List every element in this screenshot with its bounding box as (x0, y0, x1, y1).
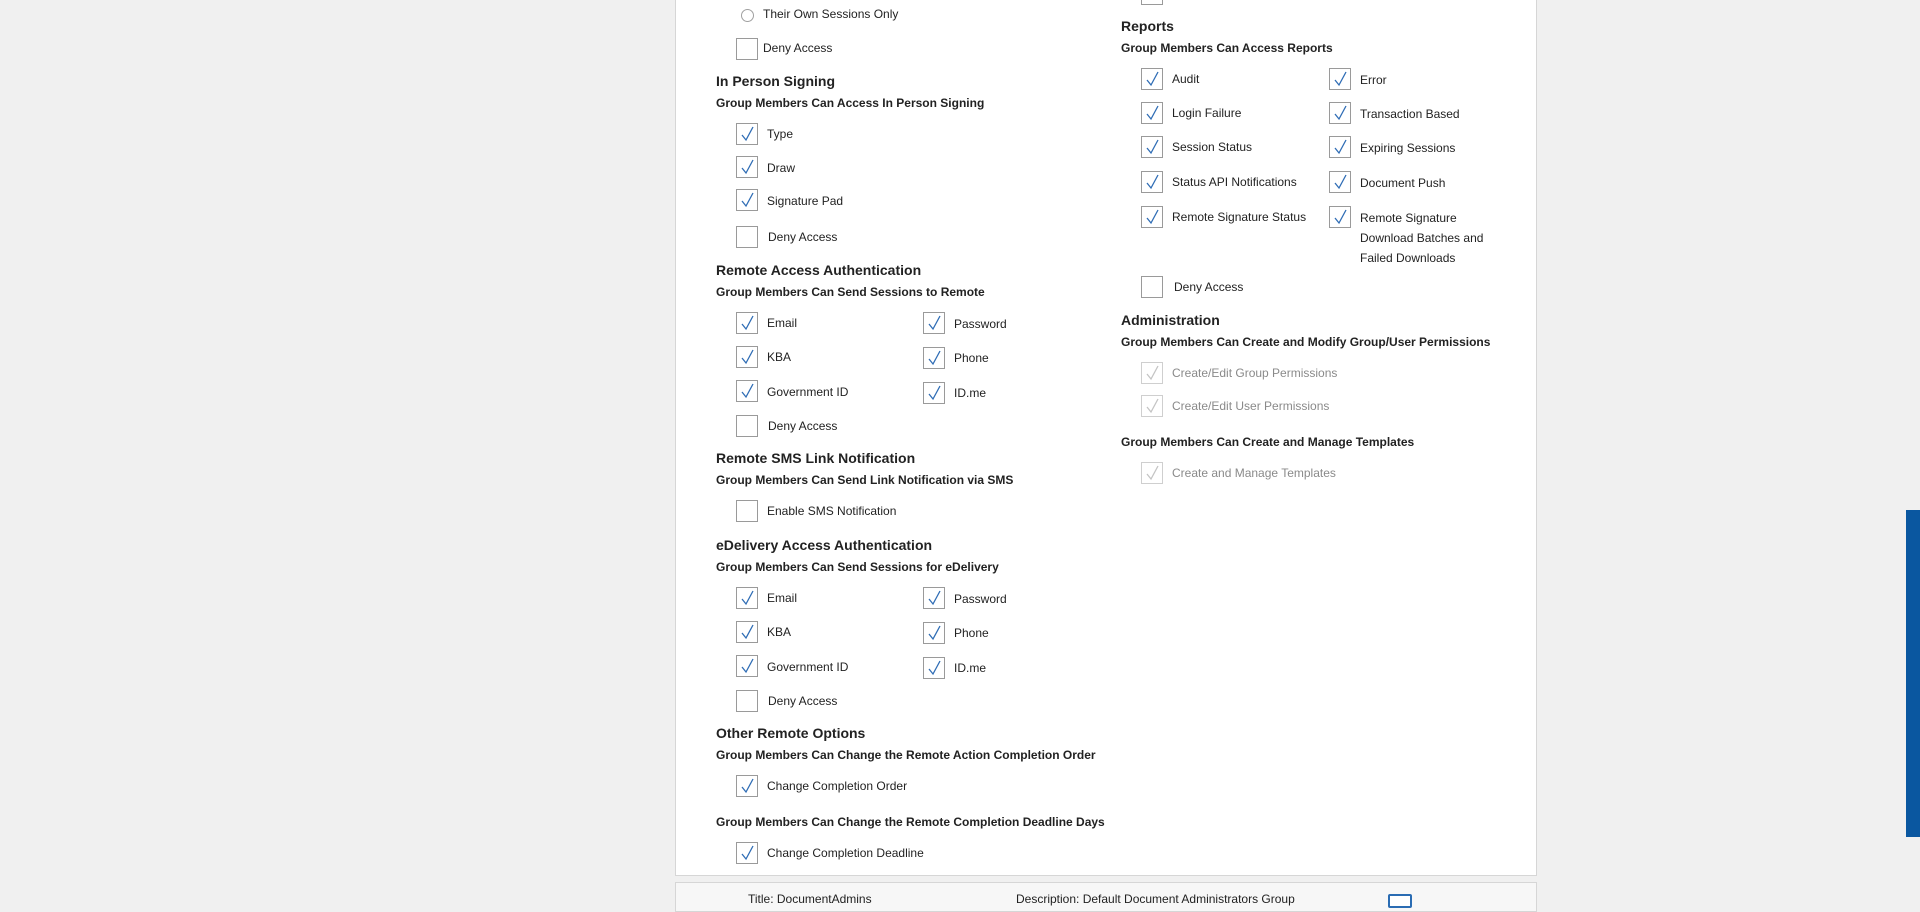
error-label: Error (1360, 73, 1387, 87)
check-icon (927, 625, 942, 642)
remote-auth-sub: Group Members Can Send Sessions to Remote (716, 285, 985, 299)
remote-batches-label-2: Download Batches and (1360, 231, 1484, 245)
templates-sub: Group Members Can Create and Manage Templates (1121, 435, 1415, 449)
check-icon (740, 159, 755, 176)
remote-phone-label: Phone (954, 351, 989, 365)
check-icon (1145, 398, 1160, 415)
checkbox-status-api[interactable] (1141, 171, 1163, 193)
check-icon (927, 385, 942, 402)
check-icon (1333, 209, 1348, 226)
check-icon (1145, 139, 1160, 156)
checkbox-remote-govid[interactable] (736, 380, 758, 402)
signature-pad-label: Signature Pad (767, 194, 844, 208)
reports-sub: Group Members Can Access Reports (1121, 41, 1333, 55)
checkbox-signature-pad[interactable] (736, 189, 758, 211)
remote-sig-status-label: Remote Signature Status (1172, 210, 1307, 224)
check-icon (1145, 71, 1160, 88)
checkbox-edelivery-idme[interactable] (923, 657, 945, 679)
check-icon (927, 590, 942, 607)
sms-heading: Remote SMS Link Notification (716, 450, 916, 466)
scrollbar-thumb[interactable] (1906, 510, 1920, 837)
check-icon (927, 315, 942, 332)
message-icon[interactable] (1388, 894, 1412, 908)
checkbox-edelivery-govid[interactable] (736, 655, 758, 677)
deny-access-top-label: Deny Access (763, 41, 833, 55)
checkbox-group-permissions (1141, 362, 1163, 384)
completion-deadline-label: Change Completion Deadline (767, 846, 924, 860)
user-permissions-label: Create/Edit User Permissions (1172, 399, 1330, 413)
remote-idme-label: ID.me (954, 386, 987, 400)
checkbox-edelivery-kba[interactable] (736, 621, 758, 643)
admin-sub: Group Members Can Create and Modify Group/User Permissions (1121, 335, 1491, 349)
checkbox-reports-deny[interactable] (1141, 276, 1163, 298)
other-remote-sub1: Group Members Can Change the Remote Action Completion Order (716, 748, 1096, 762)
checkbox-login-failure[interactable] (1141, 102, 1163, 124)
edelivery-sub: Group Members Can Send Sessions for eDelivery (716, 560, 999, 574)
checkbox-edelivery-phone[interactable] (923, 622, 945, 644)
checkbox-remote-email[interactable] (736, 312, 758, 334)
check-icon (1333, 139, 1348, 156)
expiring-sessions-label: Expiring Sessions (1360, 141, 1456, 155)
draw-label: Draw (767, 161, 796, 175)
checkbox-remote-sig-status[interactable] (1141, 206, 1163, 228)
check-icon (740, 349, 755, 366)
transaction-based-label: Transaction Based (1360, 107, 1460, 121)
check-icon (740, 590, 755, 607)
status-api-label: Status API Notifications (1172, 175, 1297, 189)
checkbox-edelivery-password[interactable] (923, 587, 945, 609)
footer-description: Description: Default Document Administrators Group (1016, 892, 1295, 906)
login-failure-label: Login Failure (1172, 106, 1242, 120)
admin-heading: Administration (1121, 312, 1220, 328)
check-icon (927, 660, 942, 677)
radio-own-sessions-label: Their Own Sessions Only (763, 7, 899, 21)
checkbox-user-permissions (1141, 395, 1163, 417)
other-remote-sub2: Group Members Can Change the Remote Completion Deadline Days (716, 815, 1105, 829)
remote-deny-label: Deny Access (768, 419, 838, 433)
checkbox-session-status[interactable] (1141, 136, 1163, 158)
enable-sms-label: Enable SMS Notification (767, 504, 897, 518)
in-person-deny-label: Deny Access (768, 230, 838, 244)
in-person-heading: In Person Signing (716, 73, 836, 89)
edelivery-heading: eDelivery Access Authentication (716, 537, 933, 553)
check-icon (740, 192, 755, 209)
reports-heading: Reports (1121, 18, 1174, 34)
edelivery-phone-label: Phone (954, 626, 989, 640)
group-permissions-label: Create/Edit Group Permissions (1172, 366, 1338, 380)
remote-batches-label-3: Failed Downloads (1360, 251, 1456, 265)
check-icon (740, 315, 755, 332)
check-icon (740, 658, 755, 675)
check-icon (740, 126, 755, 143)
checkbox-draw[interactable] (736, 156, 758, 178)
remote-batches-label-1: Remote Signature (1360, 211, 1457, 225)
checkbox-remote-phone[interactable] (923, 347, 945, 369)
checkbox-remote-password[interactable] (923, 312, 945, 334)
session-status-label: Session Status (1172, 140, 1253, 154)
remote-auth-heading: Remote Access Authentication (716, 262, 922, 278)
check-icon (927, 350, 942, 367)
check-icon (1145, 209, 1160, 226)
checkbox-document-push[interactable] (1329, 171, 1351, 193)
remote-email-label: Email (767, 316, 798, 330)
checkbox-remote-kba[interactable] (736, 346, 758, 368)
check-icon (740, 778, 755, 795)
check-icon (1333, 71, 1348, 88)
checkbox-enable-sms[interactable] (736, 500, 758, 522)
check-icon (740, 383, 755, 400)
checkbox-remote-idme[interactable] (923, 382, 945, 404)
checkbox-deny-access-top[interactable] (736, 38, 758, 60)
check-icon (1333, 105, 1348, 122)
reports-deny-label: Deny Access (1174, 280, 1244, 294)
checkbox-remote-deny[interactable] (736, 415, 758, 437)
manage-templates-label: Create and Manage Templates (1172, 466, 1336, 480)
check-icon (1145, 174, 1160, 191)
completion-order-label: Change Completion Order (767, 779, 908, 793)
remote-password-label: Password (954, 317, 1007, 331)
checkbox-type[interactable] (736, 123, 758, 145)
checkbox-partial-top-right[interactable] (1141, 0, 1163, 5)
type-label: Type (767, 127, 794, 141)
edelivery-email-label: Email (767, 591, 798, 605)
remote-govid-label: Government ID (767, 385, 849, 399)
checkbox-audit[interactable] (1141, 68, 1163, 90)
check-icon (740, 845, 755, 862)
in-person-sub: Group Members Can Access In Person Signing (716, 96, 985, 110)
checkbox-expiring-sessions[interactable] (1329, 136, 1351, 158)
check-icon (740, 624, 755, 641)
check-icon (1333, 174, 1348, 191)
checkbox-remote-batches[interactable] (1329, 206, 1351, 228)
checkbox-edelivery-email[interactable] (736, 587, 758, 609)
footer-title: Title: DocumentAdmins (748, 892, 872, 906)
checkbox-completion-deadline[interactable] (736, 842, 758, 864)
checkbox-in-person-deny[interactable] (736, 226, 758, 248)
edelivery-password-label: Password (954, 592, 1007, 606)
check-icon (1145, 465, 1160, 482)
edelivery-idme-label: ID.me (954, 661, 987, 675)
checkbox-edelivery-deny[interactable] (736, 690, 758, 712)
sms-sub: Group Members Can Send Link Notification via SMS (716, 473, 1014, 487)
checkbox-completion-order[interactable] (736, 775, 758, 797)
edelivery-kba-label: KBA (767, 625, 792, 639)
checkbox-manage-templates (1141, 462, 1163, 484)
checkbox-transaction-based[interactable] (1329, 102, 1351, 124)
checkbox-error[interactable] (1329, 68, 1351, 90)
check-icon (1145, 105, 1160, 122)
check-icon (1145, 365, 1160, 382)
audit-label: Audit (1172, 72, 1200, 86)
edelivery-deny-label: Deny Access (768, 694, 838, 708)
other-remote-heading: Other Remote Options (716, 725, 866, 741)
radio-own-sessions[interactable] (741, 9, 754, 22)
remote-kba-label: KBA (767, 350, 792, 364)
document-push-label: Document Push (1360, 176, 1446, 190)
edelivery-govid-label: Government ID (767, 660, 849, 674)
